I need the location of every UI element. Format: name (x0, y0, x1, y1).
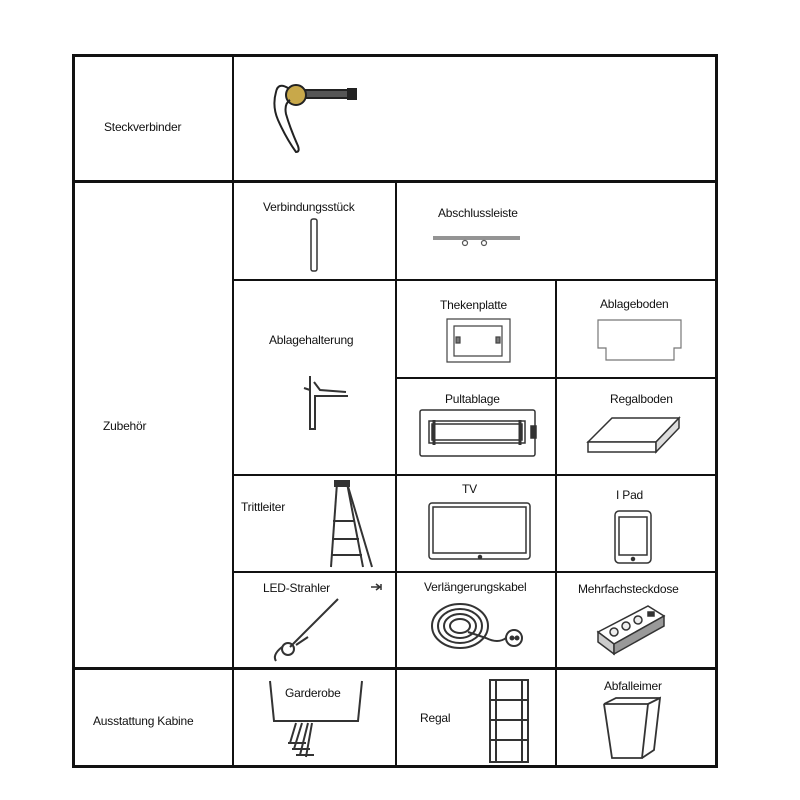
label-regal: Regal (420, 711, 451, 725)
tablet-icon (614, 510, 654, 566)
desk-shelf-icon (419, 409, 539, 459)
counter-top-icon (446, 318, 512, 364)
shelf-bracket-icon (300, 374, 355, 434)
step-ladder-icon (327, 481, 377, 571)
row-divider-accessories-4 (233, 571, 718, 573)
label-thekenplatte: Thekenplatte (440, 298, 507, 312)
label-ipad: I Pad (616, 488, 644, 502)
label-tv: TV (462, 482, 477, 496)
label-ablageboden: Ablageboden (600, 297, 669, 311)
spotlight-icon (268, 597, 340, 665)
label-regalboden: Regalboden (610, 392, 673, 406)
label-kabel: Verlängerungskabel (424, 580, 527, 594)
shelf-board-icon (596, 318, 684, 364)
section-label-connector: Steckverbinder (104, 120, 182, 134)
column-divider-middle (395, 181, 397, 768)
steckverbinder-clamp-icon (268, 80, 363, 155)
label-verbindungsstueck: Verbindungsstück (263, 200, 355, 214)
label-steckdose: Mehrfachsteckdose (578, 582, 679, 596)
tv-icon (428, 502, 532, 564)
power-strip-icon (596, 602, 668, 658)
waste-bin-icon (602, 696, 662, 762)
row-divider-accessories-3 (233, 474, 718, 476)
label-led: LED-Strahler (263, 581, 330, 595)
shelf-plank-icon (586, 416, 682, 456)
column-divider-right (555, 279, 557, 768)
label-ablagehalterung: Ablagehalterung (269, 333, 354, 347)
label-trittleiter: Trittleiter (241, 500, 286, 514)
connector-bar-icon (308, 218, 320, 273)
row-divider-accessories-2 (396, 377, 718, 379)
section-label-accessories: Zubehör (103, 419, 147, 433)
small-plug-icon (370, 582, 384, 592)
end-rail-icon (432, 232, 522, 247)
row-divider-accessories-1 (233, 279, 718, 281)
label-garderobe: Garderobe (285, 686, 341, 700)
label-abschlussleiste: Abschlussleiste (438, 206, 518, 220)
section-label-cabin: Ausstattung Kabine (93, 714, 194, 728)
label-abfalleimer: Abfalleimer (604, 679, 662, 693)
clothes-rail-icon (266, 679, 366, 761)
cable-reel-icon (428, 596, 528, 660)
label-pultablage: Pultablage (445, 392, 500, 406)
shelving-unit-icon (488, 678, 532, 764)
column-divider-labels (232, 54, 234, 768)
